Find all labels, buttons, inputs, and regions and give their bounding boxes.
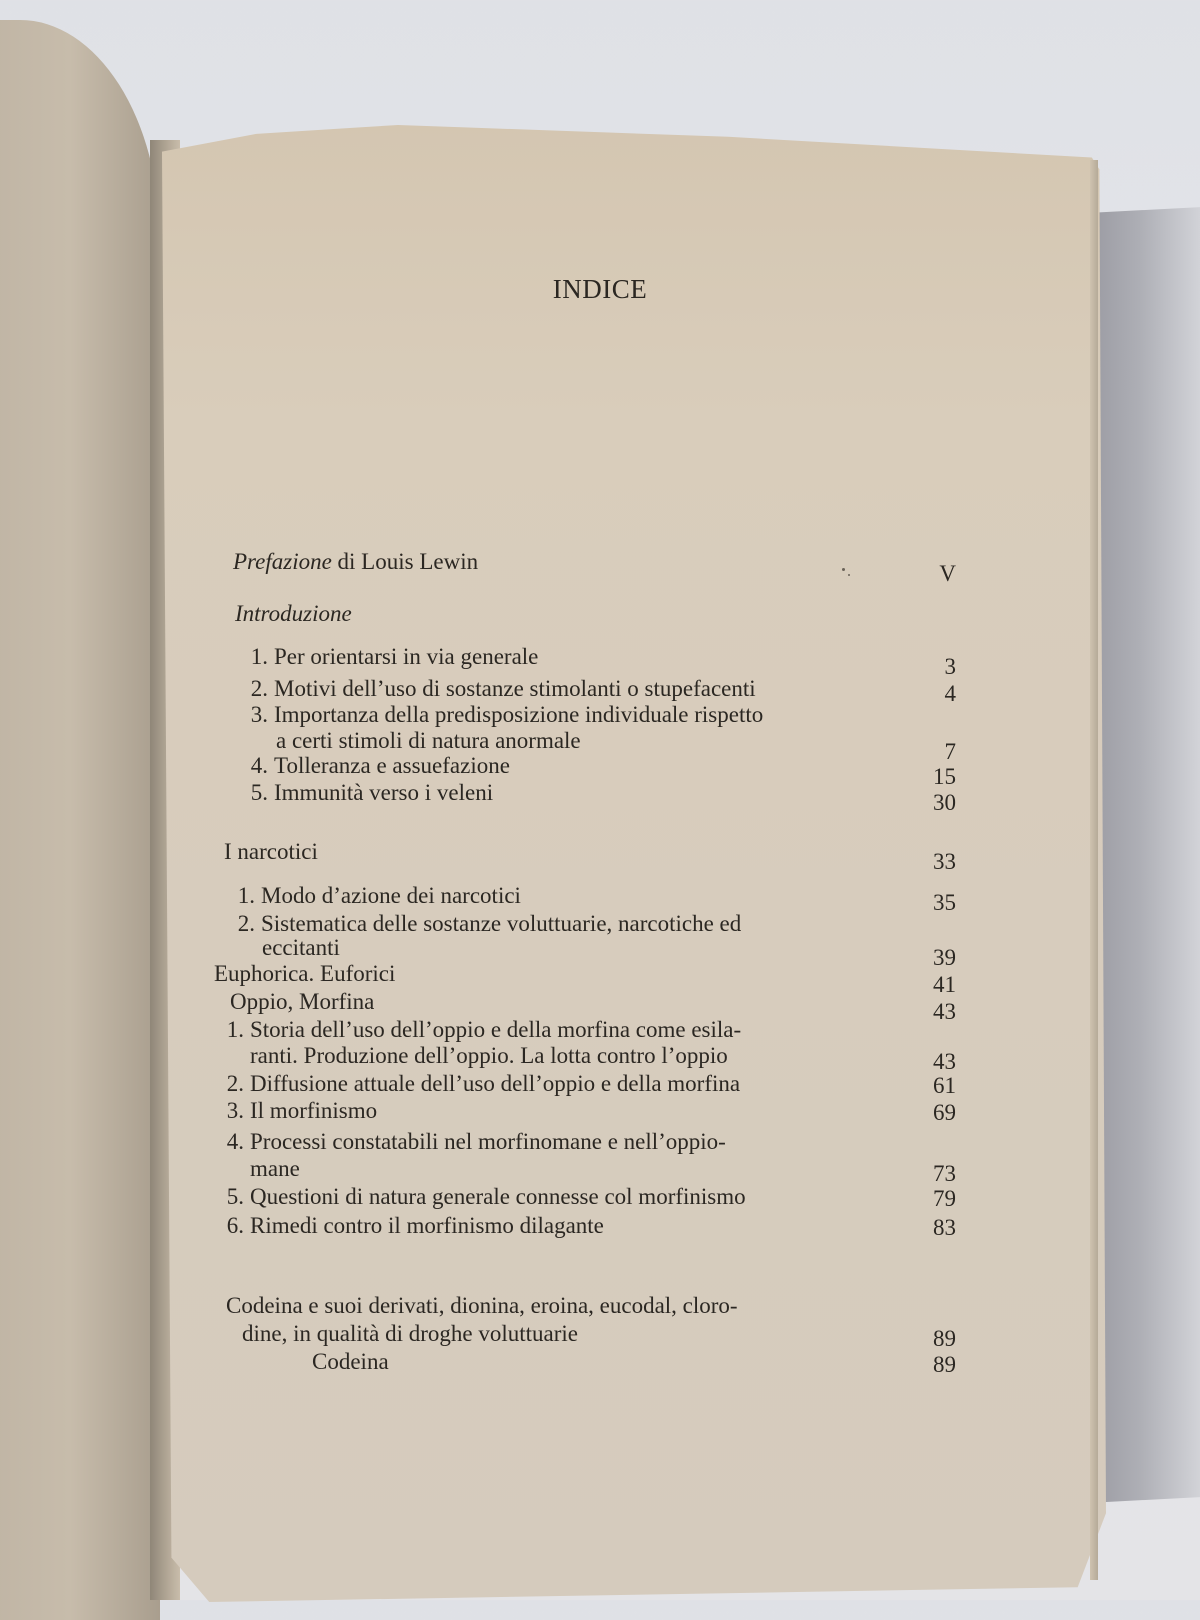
toc-subsection-codeina: Codeina <box>312 1349 389 1374</box>
entry-number: 2. <box>250 676 268 701</box>
toc-entry <box>214 1097 377 1124</box>
page-number: 3 <box>944 654 956 679</box>
ink-speck <box>848 574 850 576</box>
page-number: 15 <box>933 764 956 789</box>
page-number: 30 <box>933 790 956 815</box>
toc-section-introduzione: Introduzione <box>235 601 352 626</box>
entry-label: Storia dell’uso dell’oppio e della morfina come esila- <box>250 1017 742 1042</box>
entry-number: 6. <box>226 1213 244 1238</box>
entry-continuation: eccitanti <box>262 935 340 960</box>
entry-label: Immunità verso i veleni <box>274 780 494 805</box>
toc-entry-prefazione <box>233 548 478 575</box>
entry-continuation: ranti. Produzione dell’oppio. La lotta contro l’oppio <box>250 1043 728 1068</box>
entry-number: 5. <box>250 780 268 805</box>
toc-section-narcotici: I narcotici <box>224 839 318 864</box>
entry-label: di Louis Lewin <box>331 549 479 574</box>
toc-entry <box>225 882 521 909</box>
page-number: 41 <box>933 972 956 997</box>
entry-continuation: dine, in qualità di droghe voluttuarie <box>242 1321 578 1346</box>
page-number: 61 <box>933 1073 956 1098</box>
toc-entry <box>214 1212 604 1239</box>
entry-label: Per orientarsi in via generale <box>274 644 539 669</box>
toc-entry <box>238 701 763 728</box>
entry-number: 3. <box>226 1098 244 1123</box>
toc-entry <box>225 910 741 937</box>
page-number: 73 <box>933 1161 956 1186</box>
entry-number: 2. <box>237 911 255 936</box>
page-number: 89 <box>933 1326 956 1351</box>
page-number: 33 <box>933 849 956 874</box>
entry-number: 5. <box>226 1184 244 1209</box>
toc-entry <box>214 1070 740 1097</box>
page-number: V <box>939 561 956 586</box>
entry-italic-label: Prefazione <box>233 549 332 574</box>
page-number: 89 <box>933 1352 956 1377</box>
entry-label: Diffusione attuale dell’uso dell’oppio e della morfina <box>250 1071 741 1096</box>
entry-label: Motivi dell’uso di sostanze stimolanti o stupefacenti <box>274 676 756 701</box>
toc-entry <box>214 1016 741 1043</box>
toc-entry <box>238 675 756 702</box>
page-number: 43 <box>933 999 956 1024</box>
entry-label: Rimedi contro il morfinismo dilagante <box>250 1213 604 1238</box>
page-number: 35 <box>933 890 956 915</box>
entry-number: 1. <box>237 883 255 908</box>
page-number: 43 <box>933 1049 956 1074</box>
page-number: 69 <box>933 1100 956 1125</box>
entry-label: Processi constatabili nel morfinomane e nell’oppio- <box>250 1129 726 1154</box>
page-number: 7 <box>944 739 956 764</box>
entry-number: 2. <box>226 1071 244 1096</box>
ink-speck <box>842 568 845 571</box>
entry-continuation: a certi stimoli di natura anormale <box>276 728 581 753</box>
toc-section-codeina-derivati: Codeina e suoi derivati, dionina, eroina, eucodal, cloro- <box>226 1293 738 1318</box>
toc-entry <box>214 1183 746 1210</box>
entry-continuation: mane <box>250 1156 300 1181</box>
toc-section-euphorica: Euphorica. Euforici <box>214 961 396 986</box>
page-number: 39 <box>933 945 956 970</box>
entry-label: Importanza della predisposizione individuale rispetto <box>274 702 764 727</box>
entry-label: Modo d’azione dei narcotici <box>261 883 521 908</box>
page-number: 4 <box>944 681 956 706</box>
entry-number: 4. <box>226 1129 244 1154</box>
page-number: 79 <box>933 1186 956 1211</box>
page-number: 83 <box>933 1215 956 1240</box>
entry-label: Tolleranza e assuefazione <box>274 753 510 778</box>
entry-label: Questioni di natura generale connesse col morfinismo <box>250 1184 746 1209</box>
entry-number: 4. <box>250 753 268 778</box>
toc-entry <box>238 752 510 779</box>
entry-label: Sistematica delle sostanze voluttuarie, narcotiche ed <box>261 911 742 936</box>
entry-number: 1. <box>250 644 268 669</box>
entry-label: Il morfinismo <box>250 1098 378 1123</box>
toc-entry <box>238 643 538 670</box>
toc-entry <box>238 779 493 806</box>
entry-number: 1. <box>226 1017 244 1042</box>
entry-number: 3. <box>250 702 268 727</box>
page-title: INDICE <box>552 274 648 304</box>
toc-entry <box>214 1128 726 1155</box>
toc-subsection-oppio: Oppio, Morfina <box>230 989 375 1014</box>
